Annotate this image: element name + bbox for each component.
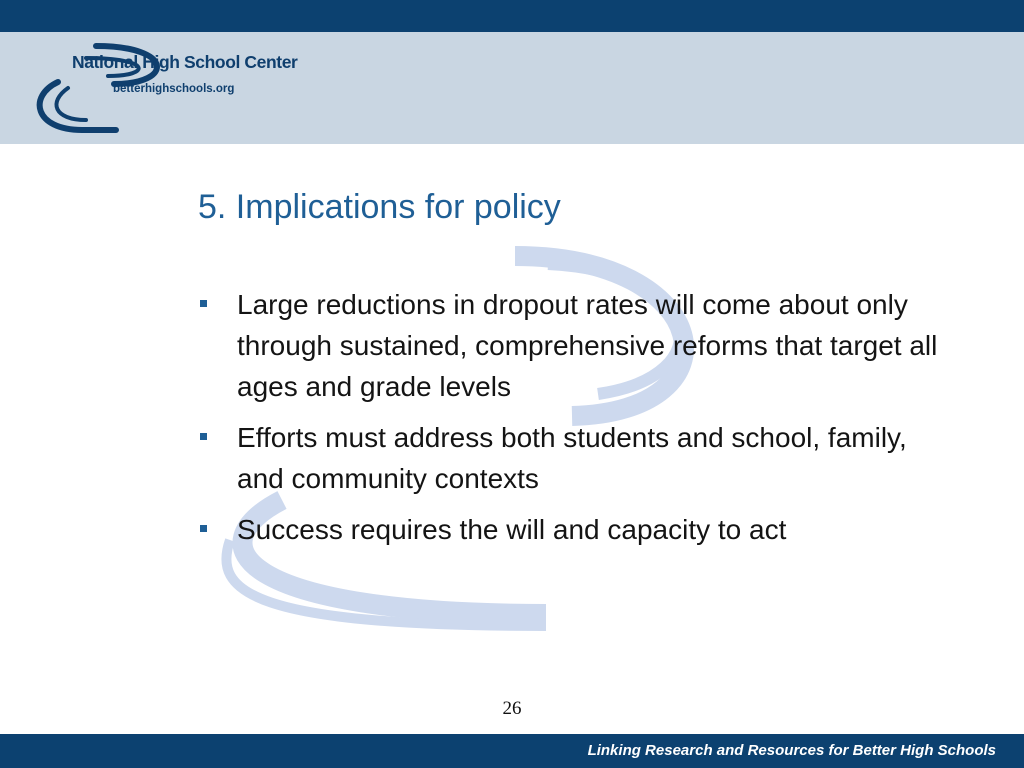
bullet-item <box>200 509 940 550</box>
logo-name: National High School Center <box>72 52 298 72</box>
page-number: 26 <box>502 698 522 719</box>
bullet-square-icon <box>200 433 207 440</box>
bullet-item <box>200 417 940 499</box>
bullet-text: Success requires the will and capacity to act <box>237 514 787 545</box>
slide-title: 5. Implications for policy <box>198 188 561 226</box>
bullet-list <box>200 284 940 560</box>
bullet-text: Large reductions in dropout rates will come about only through sustained, comprehensive reforms that target all ages and grade levels <box>237 289 938 402</box>
logo-url: betterhighschools.org <box>113 83 235 95</box>
bullet-square-icon <box>200 300 207 307</box>
footer-bar <box>0 734 1024 768</box>
bullet-square-icon <box>200 525 207 532</box>
footer-tagline: Linking Research and Resources for Better High Schools <box>587 742 996 759</box>
bullet-text: Efforts must address both students and school, family, and community contexts <box>237 422 907 494</box>
top-bar <box>0 0 1024 32</box>
bullet-item <box>200 284 940 407</box>
